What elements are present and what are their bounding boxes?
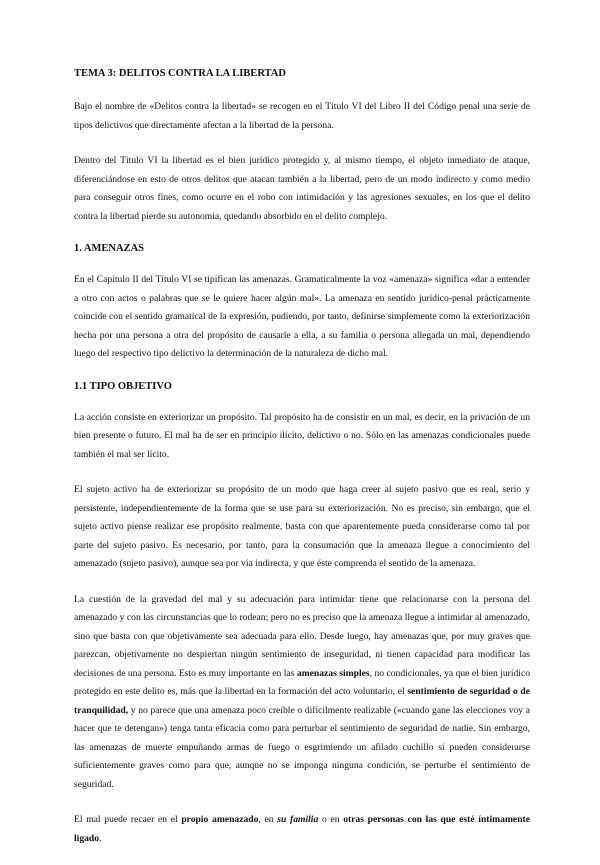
text-run: y no parece que una amenaza poco creíble o difícilmente realizable («cuando gane las elecciones voy a hacer que te detengan») tenga tanta eficacia como para perturbar el sentimiento de seguridad de nadie. Sin embargo, las amenazas de muerte empuñando armas de fuego o esgrimiendo un afilado cuchillo sí pueden considerarse suficientemente graves como para que, aunque no se imponga ninguna condición, se perturbe el sentimiento de seguridad. bbox=[74, 704, 530, 790]
text-run: El mal puede recaer en el bbox=[74, 814, 182, 825]
intro-paragraph-1: Bajo el nombre de «Delitos contra la libertad» se recogen en el Título VI del Libro II del Código penal una serie de tipos delictivos que directamente afectan a la libertad de la persona. bbox=[74, 101, 530, 131]
tipo-objetivo-paragraph-4 bbox=[74, 811, 530, 848]
italic-text: su familia bbox=[277, 814, 319, 825]
amenazas-paragraph: En el Capítulo II del Título VI se tipifican las amenazas. Gramaticalmente la voz «amenaza» significa «dar a entender a otro con actos o palabras que se le quiere hacer algún mal». La amenaza en sentido jurídico-penal prácticamente coincide con el sentido gramatical de la expresión, pudiendo, por tanto, definirse simplemente como la exteriorización hecha por una persona a otra del propósito de causarle a ella, a su familia o persona allegada un mal, dependiendo luego del respectivo tipo delictivo la determinación de la naturaleza de dicho mal. bbox=[74, 274, 530, 359]
tipo-objetivo-paragraph-2: El sujeto activo ha de exteriorizar su propósito de un modo que haga creer al sujeto pasivo que es real, serio y persistente, independientemente de la forma que se use para su exteriorización. No es preciso, sin embargo, que el sujeto activo piense realizar ese propósito realmente, basta con que aparentemente pueda considerarse como tal por parte del sujeto pasivo. Es necesario, por tanto, para la consumación que la amenaza llegue a conocimiento del amenazado (sujeto pasivo), aunque sea por vía indirecta, y que éste comprenda el sentido de la amenaza. bbox=[74, 484, 530, 569]
text-run: La cuestión de la gravedad del mal y su adecuación para intimidar tiene que relacionarse con la persona del amenazado y con las circunstancias que lo rodean; pero no es preciso que la amenaza llegue a intimidar al amenazado, sino que basta con que objetivamente sea adecuada para ello. Desde luego, hay amenazas que, por muy graves que parezcan, objetivamente no despiertan ningún sentimiento de inseguridad, ni tienen capacidad para modificar las decisiones de una persona. Esto es muy importante en las bbox=[74, 593, 530, 679]
text-run: o en bbox=[318, 814, 344, 825]
intro-paragraph-2: Dentro del Título VI la libertad es el bien jurídico protegido y, al mismo tiempo, el objeto inmediato de ataque, diferenciándose en esto de otros delitos que atacan también a la libertad, pero de un modo indirecto y como medio para conseguir otros fines, como ocurre en el robo con intimidación y las agresiones sexuales, en los que el delito contra la libertad pierde su autonomía, quedando absorbido en el delito complejo. bbox=[74, 155, 530, 222]
document-page bbox=[74, 68, 530, 865]
bold-italic-text-su-familia bbox=[277, 814, 318, 825]
text-run: . bbox=[99, 832, 102, 844]
bold-text-otras-personas: otras personas con las que esté íntimamente ligado bbox=[74, 814, 530, 844]
document-title: TEMA 3: DELITOS CONTRA LA LIBERTAD bbox=[74, 68, 286, 79]
text-run: , no condicionales, ya que el bien jurídico protegido en este delito es, más que la libertad en la formación del acto voluntario, el bbox=[74, 667, 531, 697]
bold-text-sentimiento-seguridad: sentimiento de seguridad o de tranquilidad, bbox=[74, 686, 530, 716]
section-heading-tipo-objetivo: 1.1 TIPO OBJETIVO bbox=[74, 380, 172, 392]
text-run: , en bbox=[258, 814, 278, 825]
tipo-objetivo-paragraph-3 bbox=[74, 591, 530, 795]
bold-text-amenazas-simples: amenazas simples bbox=[296, 667, 370, 679]
bold-text-propio-amenazado: propio amenazado bbox=[181, 814, 259, 825]
section-heading-amenazas: 1. AMENAZAS bbox=[74, 243, 145, 254]
tipo-objetivo-paragraph-1: La acción consiste en exteriorizar un propósito. Tal propósito ha de consistir en un mal, es decir, en la privación de un bien presente o futuro. El mal ha de ser en principio ilícito, delictivo o no. Sólo en las amenazas condicionales puede también el mal ser lícito. bbox=[74, 411, 530, 460]
